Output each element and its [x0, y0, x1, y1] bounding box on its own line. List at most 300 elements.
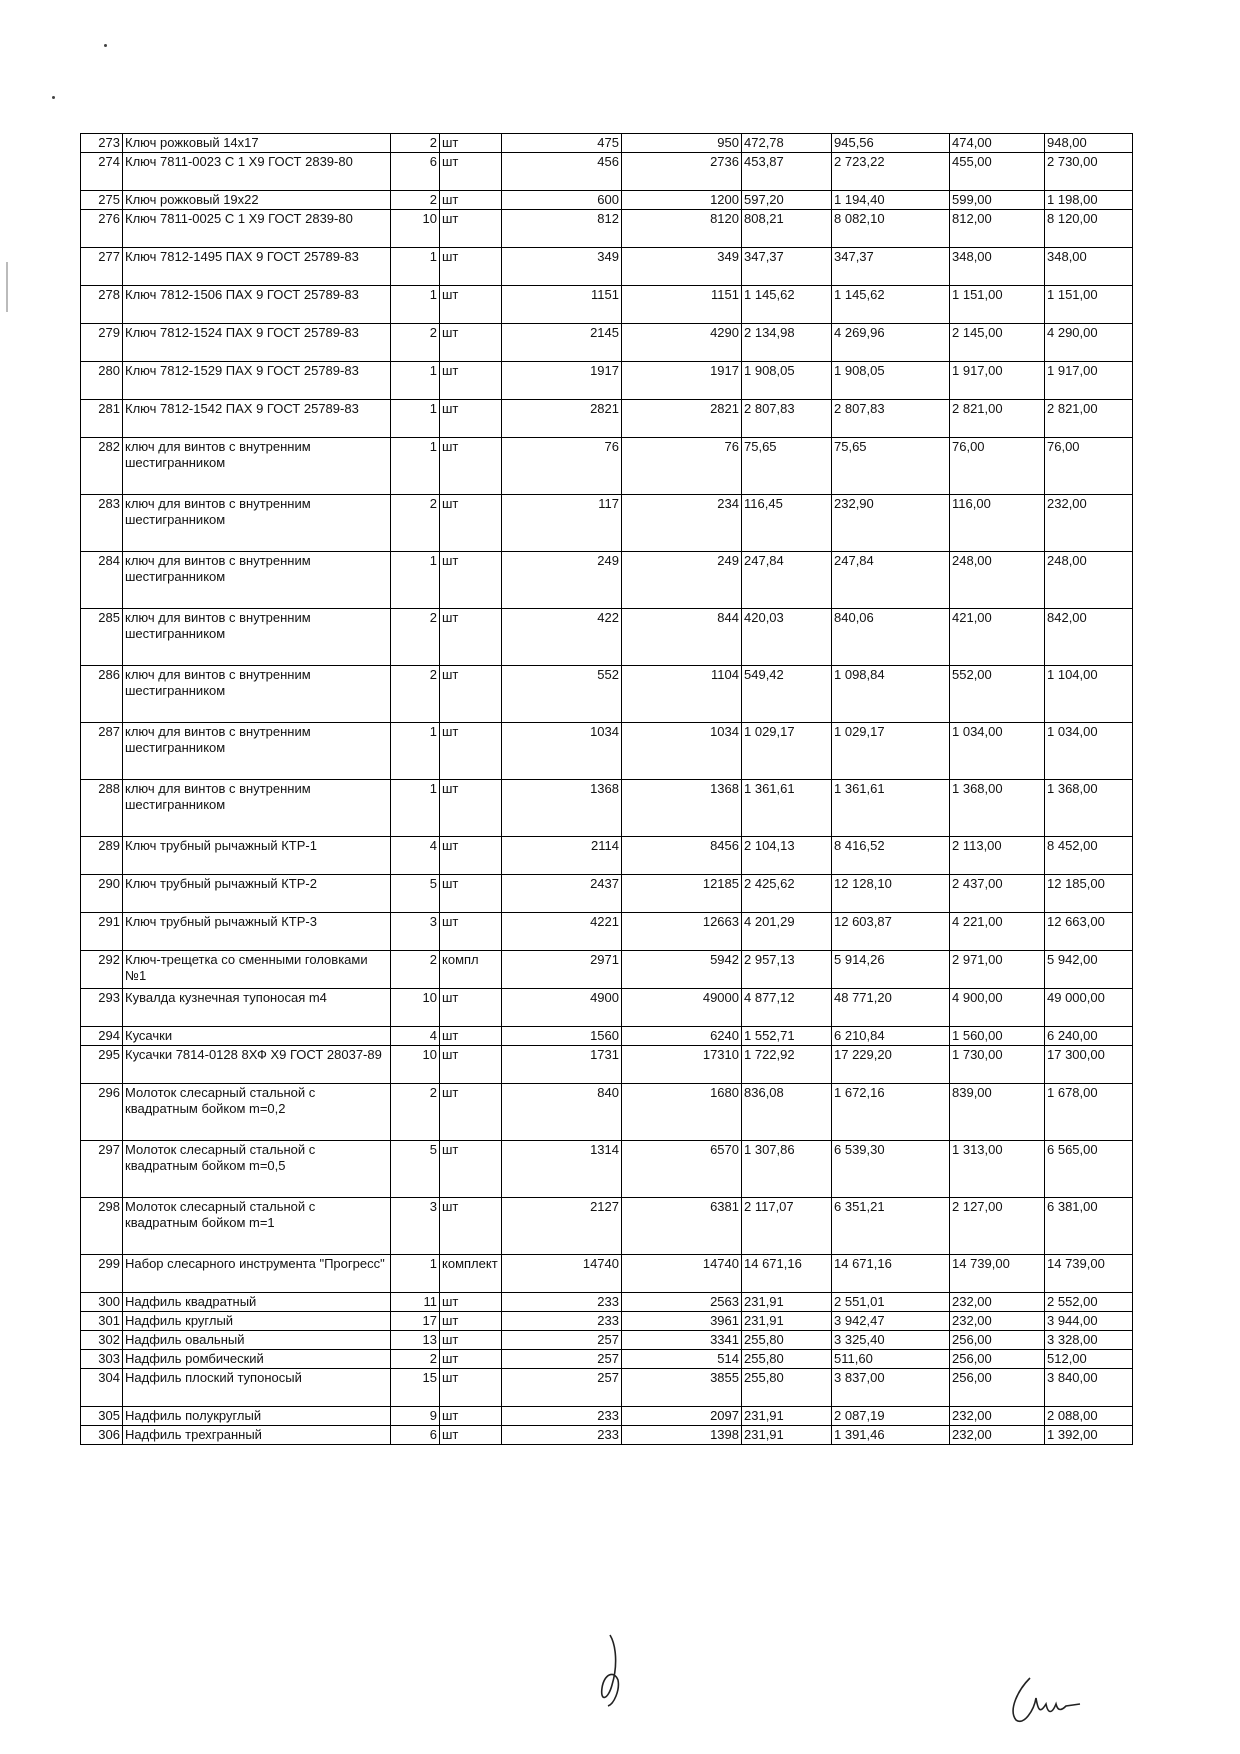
total-variant-1-cell: 48 771,20 [832, 989, 950, 1027]
unit-price-cell: 1314 [502, 1141, 622, 1198]
unit-cell: шт [440, 400, 502, 438]
price-variant-2-cell: 256,00 [950, 1331, 1045, 1350]
table-row [81, 191, 1133, 210]
total-cell: 1034 [622, 723, 742, 780]
price-variant-2-cell: 4 900,00 [950, 989, 1045, 1027]
unit-cell: шт [440, 1141, 502, 1198]
total-cell: 1917 [622, 362, 742, 400]
price-variant-2-cell: 76,00 [950, 438, 1045, 495]
item-number-cell: 295 [81, 1046, 123, 1084]
price-variant-1-cell: 231,91 [742, 1426, 832, 1445]
total-variant-2-cell: 17 300,00 [1045, 1046, 1133, 1084]
price-variant-2-cell: 1 560,00 [950, 1027, 1045, 1046]
unit-cell: шт [440, 1331, 502, 1350]
item-number-cell: 284 [81, 552, 123, 609]
total-variant-1-cell: 347,37 [832, 248, 950, 286]
unit-price-cell: 600 [502, 191, 622, 210]
total-cell: 12185 [622, 875, 742, 913]
item-name-cell: Надфиль плоский тупоносый [123, 1369, 391, 1407]
quantity-cell: 17 [391, 1312, 440, 1331]
quantity-cell: 15 [391, 1369, 440, 1407]
price-variant-1-cell: 836,08 [742, 1084, 832, 1141]
unit-cell: шт [440, 780, 502, 837]
total-variant-2-cell: 1 104,00 [1045, 666, 1133, 723]
total-cell: 3341 [622, 1331, 742, 1350]
item-number-cell: 285 [81, 609, 123, 666]
item-name-cell: Кусачки [123, 1027, 391, 1046]
unit-price-cell: 117 [502, 495, 622, 552]
total-cell: 234 [622, 495, 742, 552]
total-cell: 950 [622, 134, 742, 153]
quantity-cell: 2 [391, 1084, 440, 1141]
total-cell: 14740 [622, 1255, 742, 1293]
total-variant-1-cell: 8 416,52 [832, 837, 950, 875]
item-number-cell: 299 [81, 1255, 123, 1293]
total-cell: 249 [622, 552, 742, 609]
scan-edge-mark [6, 262, 8, 312]
total-cell: 6381 [622, 1198, 742, 1255]
total-variant-2-cell: 1 034,00 [1045, 723, 1133, 780]
item-name-cell: Надфиль трехгранный [123, 1426, 391, 1445]
total-cell: 1151 [622, 286, 742, 324]
total-variant-1-cell: 1 361,61 [832, 780, 950, 837]
price-variant-1-cell: 4 201,29 [742, 913, 832, 951]
price-variant-1-cell: 1 145,62 [742, 286, 832, 324]
price-variant-1-cell: 255,80 [742, 1331, 832, 1350]
item-name-cell: Ключ-трещетка со сменными головками №1 [123, 951, 391, 989]
item-name-cell: ключ для винтов с внутренним шестигранником [123, 438, 391, 495]
total-variant-2-cell: 12 663,00 [1045, 913, 1133, 951]
price-variant-2-cell: 2 113,00 [950, 837, 1045, 875]
total-variant-1-cell: 511,60 [832, 1350, 950, 1369]
total-variant-2-cell: 1 678,00 [1045, 1084, 1133, 1141]
unit-price-cell: 456 [502, 153, 622, 191]
quantity-cell: 10 [391, 989, 440, 1027]
unit-cell: шт [440, 609, 502, 666]
quantity-cell: 1 [391, 780, 440, 837]
quantity-cell: 3 [391, 913, 440, 951]
unit-cell: шт [440, 324, 502, 362]
table-row [81, 837, 1133, 875]
price-variant-2-cell: 2 821,00 [950, 400, 1045, 438]
unit-cell: шт [440, 1350, 502, 1369]
table-row [81, 1331, 1133, 1350]
quantity-cell: 1 [391, 400, 440, 438]
total-variant-2-cell: 8 120,00 [1045, 210, 1133, 248]
unit-cell: шт [440, 837, 502, 875]
total-variant-1-cell: 1 908,05 [832, 362, 950, 400]
unit-cell: шт [440, 134, 502, 153]
table-row [81, 875, 1133, 913]
item-number-cell: 286 [81, 666, 123, 723]
quantity-cell: 1 [391, 438, 440, 495]
unit-price-cell: 233 [502, 1407, 622, 1426]
item-number-cell: 293 [81, 989, 123, 1027]
item-number-cell: 274 [81, 153, 123, 191]
total-variant-1-cell: 1 029,17 [832, 723, 950, 780]
total-cell: 8120 [622, 210, 742, 248]
total-variant-2-cell: 4 290,00 [1045, 324, 1133, 362]
total-cell: 2097 [622, 1407, 742, 1426]
table-row [81, 286, 1133, 324]
total-cell: 1104 [622, 666, 742, 723]
price-variant-2-cell: 116,00 [950, 495, 1045, 552]
unit-cell: шт [440, 191, 502, 210]
unit-price-cell: 2114 [502, 837, 622, 875]
unit-cell: шт [440, 723, 502, 780]
table-row [81, 723, 1133, 780]
total-variant-1-cell: 247,84 [832, 552, 950, 609]
unit-price-cell: 1917 [502, 362, 622, 400]
item-name-cell: Молоток слесарный стальной с квадратным бойком m=1 [123, 1198, 391, 1255]
total-variant-1-cell: 1 391,46 [832, 1426, 950, 1445]
price-variant-1-cell: 14 671,16 [742, 1255, 832, 1293]
unit-cell: шт [440, 153, 502, 191]
total-cell: 1680 [622, 1084, 742, 1141]
item-name-cell: Надфиль ромбический [123, 1350, 391, 1369]
price-variant-1-cell: 347,37 [742, 248, 832, 286]
total-variant-1-cell: 2 551,01 [832, 1293, 950, 1312]
table-row [81, 400, 1133, 438]
total-variant-1-cell: 12 603,87 [832, 913, 950, 951]
item-name-cell: Набор слесарного инструмента "Прогресс" [123, 1255, 391, 1293]
total-cell: 1368 [622, 780, 742, 837]
unit-cell: шт [440, 362, 502, 400]
price-variant-2-cell: 348,00 [950, 248, 1045, 286]
unit-price-cell: 349 [502, 248, 622, 286]
item-name-cell: Ключ 7811-0023 С 1 Х9 ГОСТ 2839-80 [123, 153, 391, 191]
quantity-cell: 10 [391, 210, 440, 248]
quantity-cell: 1 [391, 248, 440, 286]
unit-cell: шт [440, 1369, 502, 1407]
unit-cell: шт [440, 248, 502, 286]
total-variant-1-cell: 17 229,20 [832, 1046, 950, 1084]
quantity-cell: 1 [391, 552, 440, 609]
total-variant-1-cell: 1 672,16 [832, 1084, 950, 1141]
table-row [81, 134, 1133, 153]
price-variant-2-cell: 232,00 [950, 1293, 1045, 1312]
total-variant-2-cell: 2 730,00 [1045, 153, 1133, 191]
total-variant-1-cell: 1 194,40 [832, 191, 950, 210]
total-variant-2-cell: 1 368,00 [1045, 780, 1133, 837]
total-cell: 2736 [622, 153, 742, 191]
unit-price-cell: 257 [502, 1331, 622, 1350]
table-row [81, 1369, 1133, 1407]
item-name-cell: Ключ 7812-1542 ПАХ 9 ГОСТ 25789-83 [123, 400, 391, 438]
price-variant-1-cell: 1 908,05 [742, 362, 832, 400]
item-number-cell: 280 [81, 362, 123, 400]
unit-price-cell: 552 [502, 666, 622, 723]
total-variant-1-cell: 945,56 [832, 134, 950, 153]
unit-price-cell: 76 [502, 438, 622, 495]
item-name-cell: Ключ 7812-1529 ПАХ 9 ГОСТ 25789-83 [123, 362, 391, 400]
goods-table [80, 133, 1133, 1445]
item-name-cell: ключ для винтов с внутренним шестигранником [123, 552, 391, 609]
table-body [81, 134, 1133, 1445]
item-number-cell: 305 [81, 1407, 123, 1426]
item-name-cell: Надфиль овальный [123, 1331, 391, 1350]
table-row [81, 1255, 1133, 1293]
price-variant-1-cell: 1 722,92 [742, 1046, 832, 1084]
total-cell: 1398 [622, 1426, 742, 1445]
table-row [81, 1350, 1133, 1369]
unit-price-cell: 4900 [502, 989, 622, 1027]
unit-price-cell: 249 [502, 552, 622, 609]
total-variant-1-cell: 2 723,22 [832, 153, 950, 191]
item-name-cell: Надфиль квадратный [123, 1293, 391, 1312]
table-row [81, 666, 1133, 723]
item-number-cell: 296 [81, 1084, 123, 1141]
total-cell: 6240 [622, 1027, 742, 1046]
unit-price-cell: 4221 [502, 913, 622, 951]
unit-price-cell: 422 [502, 609, 622, 666]
quantity-cell: 2 [391, 134, 440, 153]
total-variant-1-cell: 75,65 [832, 438, 950, 495]
total-variant-2-cell: 1 917,00 [1045, 362, 1133, 400]
total-variant-1-cell: 2 807,83 [832, 400, 950, 438]
total-variant-2-cell: 5 942,00 [1045, 951, 1133, 989]
item-number-cell: 297 [81, 1141, 123, 1198]
price-variant-1-cell: 75,65 [742, 438, 832, 495]
quantity-cell: 4 [391, 1027, 440, 1046]
total-variant-1-cell: 6 210,84 [832, 1027, 950, 1046]
item-name-cell: Ключ трубный рычажный КТР-2 [123, 875, 391, 913]
price-variant-2-cell: 256,00 [950, 1369, 1045, 1407]
total-variant-2-cell: 232,00 [1045, 495, 1133, 552]
quantity-cell: 2 [391, 191, 440, 210]
price-variant-2-cell: 232,00 [950, 1426, 1045, 1445]
price-variant-2-cell: 839,00 [950, 1084, 1045, 1141]
item-number-cell: 277 [81, 248, 123, 286]
total-variant-2-cell: 1 392,00 [1045, 1426, 1133, 1445]
price-variant-2-cell: 2 145,00 [950, 324, 1045, 362]
item-number-cell: 279 [81, 324, 123, 362]
unit-cell: комплект [440, 1255, 502, 1293]
item-name-cell: Ключ трубный рычажный КТР-3 [123, 913, 391, 951]
item-number-cell: 304 [81, 1369, 123, 1407]
price-variant-1-cell: 420,03 [742, 609, 832, 666]
item-name-cell: ключ для винтов с внутренним шестигранником [123, 780, 391, 837]
total-variant-1-cell: 12 128,10 [832, 875, 950, 913]
table-row [81, 780, 1133, 837]
item-name-cell: Надфиль круглый [123, 1312, 391, 1331]
item-number-cell: 290 [81, 875, 123, 913]
item-name-cell: Кувалда кузнечная тупоносая m4 [123, 989, 391, 1027]
quantity-cell: 5 [391, 1141, 440, 1198]
quantity-cell: 6 [391, 153, 440, 191]
unit-cell: шт [440, 1198, 502, 1255]
item-number-cell: 287 [81, 723, 123, 780]
price-variant-2-cell: 1 730,00 [950, 1046, 1045, 1084]
quantity-cell: 1 [391, 286, 440, 324]
unit-price-cell: 840 [502, 1084, 622, 1141]
total-variant-1-cell: 840,06 [832, 609, 950, 666]
total-variant-2-cell: 2 552,00 [1045, 1293, 1133, 1312]
table-row [81, 1407, 1133, 1426]
table-row [81, 1198, 1133, 1255]
item-number-cell: 303 [81, 1350, 123, 1369]
unit-price-cell: 2821 [502, 400, 622, 438]
total-variant-2-cell: 6 381,00 [1045, 1198, 1133, 1255]
price-variant-2-cell: 14 739,00 [950, 1255, 1045, 1293]
item-name-cell: ключ для винтов с внутренним шестигранником [123, 495, 391, 552]
total-cell: 349 [622, 248, 742, 286]
price-variant-1-cell: 231,91 [742, 1312, 832, 1331]
unit-price-cell: 1368 [502, 780, 622, 837]
price-variant-2-cell: 1 368,00 [950, 780, 1045, 837]
unit-cell: шт [440, 210, 502, 248]
unit-cell: шт [440, 1046, 502, 1084]
total-variant-1-cell: 1 145,62 [832, 286, 950, 324]
price-variant-1-cell: 2 425,62 [742, 875, 832, 913]
item-name-cell: Ключ 7812-1506 ПАХ 9 ГОСТ 25789-83 [123, 286, 391, 324]
total-variant-2-cell: 512,00 [1045, 1350, 1133, 1369]
total-variant-1-cell: 6 539,30 [832, 1141, 950, 1198]
quantity-cell: 2 [391, 1350, 440, 1369]
item-number-cell: 298 [81, 1198, 123, 1255]
price-variant-2-cell: 2 437,00 [950, 875, 1045, 913]
price-variant-1-cell: 1 361,61 [742, 780, 832, 837]
price-variant-1-cell: 2 117,07 [742, 1198, 832, 1255]
total-variant-2-cell: 3 328,00 [1045, 1331, 1133, 1350]
price-variant-1-cell: 453,87 [742, 153, 832, 191]
item-name-cell: Ключ 7812-1524 ПАХ 9 ГОСТ 25789-83 [123, 324, 391, 362]
total-variant-2-cell: 49 000,00 [1045, 989, 1133, 1027]
unit-price-cell: 475 [502, 134, 622, 153]
total-cell: 49000 [622, 989, 742, 1027]
price-variant-1-cell: 255,80 [742, 1350, 832, 1369]
total-variant-2-cell: 6 565,00 [1045, 1141, 1133, 1198]
price-variant-1-cell: 4 877,12 [742, 989, 832, 1027]
table-row [81, 552, 1133, 609]
item-name-cell: Ключ рожковый 19х22 [123, 191, 391, 210]
item-number-cell: 273 [81, 134, 123, 153]
unit-cell: шт [440, 1293, 502, 1312]
unit-price-cell: 233 [502, 1293, 622, 1312]
total-cell: 5942 [622, 951, 742, 989]
total-variant-2-cell: 3 944,00 [1045, 1312, 1133, 1331]
unit-price-cell: 812 [502, 210, 622, 248]
quantity-cell: 9 [391, 1407, 440, 1426]
price-variant-2-cell: 1 034,00 [950, 723, 1045, 780]
item-name-cell: ключ для винтов с внутренним шестигранником [123, 609, 391, 666]
total-variant-2-cell: 2 088,00 [1045, 1407, 1133, 1426]
total-variant-1-cell: 5 914,26 [832, 951, 950, 989]
price-variant-2-cell: 232,00 [950, 1407, 1045, 1426]
price-variant-2-cell: 256,00 [950, 1350, 1045, 1369]
unit-cell: шт [440, 875, 502, 913]
price-variant-2-cell: 232,00 [950, 1312, 1045, 1331]
price-variant-2-cell: 1 313,00 [950, 1141, 1045, 1198]
price-variant-1-cell: 2 957,13 [742, 951, 832, 989]
total-variant-2-cell: 1 151,00 [1045, 286, 1133, 324]
table-row [81, 362, 1133, 400]
unit-price-cell: 233 [502, 1312, 622, 1331]
unit-price-cell: 2437 [502, 875, 622, 913]
item-number-cell: 294 [81, 1027, 123, 1046]
total-cell: 17310 [622, 1046, 742, 1084]
unit-cell: шт [440, 913, 502, 951]
unit-cell: шт [440, 1027, 502, 1046]
total-cell: 3855 [622, 1369, 742, 1407]
signature [1000, 1670, 1090, 1730]
total-variant-2-cell: 8 452,00 [1045, 837, 1133, 875]
total-variant-1-cell: 232,90 [832, 495, 950, 552]
total-variant-2-cell: 248,00 [1045, 552, 1133, 609]
quantity-cell: 13 [391, 1331, 440, 1350]
quantity-cell: 3 [391, 1198, 440, 1255]
item-number-cell: 283 [81, 495, 123, 552]
table-row [81, 495, 1133, 552]
unit-price-cell: 1560 [502, 1027, 622, 1046]
quantity-cell: 10 [391, 1046, 440, 1084]
total-cell: 3961 [622, 1312, 742, 1331]
signature-initials [590, 1630, 630, 1710]
price-variant-1-cell: 116,45 [742, 495, 832, 552]
table-row [81, 1046, 1133, 1084]
item-name-cell: Кусачки 7814-0128 8ХФ Х9 ГОСТ 28037-89 [123, 1046, 391, 1084]
scan-speck [104, 44, 107, 47]
table-row [81, 1293, 1133, 1312]
total-variant-1-cell: 1 098,84 [832, 666, 950, 723]
unit-price-cell: 257 [502, 1350, 622, 1369]
total-cell: 12663 [622, 913, 742, 951]
total-variant-2-cell: 14 739,00 [1045, 1255, 1133, 1293]
table-row [81, 1084, 1133, 1141]
table-row [81, 913, 1133, 951]
total-variant-1-cell: 4 269,96 [832, 324, 950, 362]
item-number-cell: 282 [81, 438, 123, 495]
total-cell: 514 [622, 1350, 742, 1369]
price-variant-2-cell: 599,00 [950, 191, 1045, 210]
price-variant-1-cell: 231,91 [742, 1293, 832, 1312]
total-cell: 8456 [622, 837, 742, 875]
item-name-cell: ключ для винтов с внутренним шестигранником [123, 666, 391, 723]
table-row [81, 438, 1133, 495]
item-name-cell: Молоток слесарный стальной с квадратным бойком m=0,2 [123, 1084, 391, 1141]
price-variant-2-cell: 248,00 [950, 552, 1045, 609]
unit-price-cell: 1034 [502, 723, 622, 780]
unit-cell: шт [440, 438, 502, 495]
unit-price-cell: 233 [502, 1426, 622, 1445]
unit-cell: компл [440, 951, 502, 989]
price-variant-1-cell: 2 104,13 [742, 837, 832, 875]
table-row [81, 609, 1133, 666]
price-variant-2-cell: 1 151,00 [950, 286, 1045, 324]
unit-cell: шт [440, 552, 502, 609]
unit-price-cell: 2971 [502, 951, 622, 989]
unit-cell: шт [440, 666, 502, 723]
price-variant-2-cell: 552,00 [950, 666, 1045, 723]
total-variant-2-cell: 842,00 [1045, 609, 1133, 666]
price-variant-1-cell: 2 807,83 [742, 400, 832, 438]
total-cell: 4290 [622, 324, 742, 362]
unit-cell: шт [440, 1407, 502, 1426]
price-variant-2-cell: 2 971,00 [950, 951, 1045, 989]
unit-cell: шт [440, 1084, 502, 1141]
unit-cell: шт [440, 989, 502, 1027]
item-number-cell: 306 [81, 1426, 123, 1445]
price-variant-1-cell: 808,21 [742, 210, 832, 248]
unit-cell: шт [440, 286, 502, 324]
price-variant-1-cell: 231,91 [742, 1407, 832, 1426]
unit-price-cell: 2145 [502, 324, 622, 362]
price-variant-1-cell: 1 552,71 [742, 1027, 832, 1046]
total-variant-2-cell: 12 185,00 [1045, 875, 1133, 913]
total-variant-1-cell: 6 351,21 [832, 1198, 950, 1255]
price-variant-2-cell: 421,00 [950, 609, 1045, 666]
table-row [81, 951, 1133, 989]
